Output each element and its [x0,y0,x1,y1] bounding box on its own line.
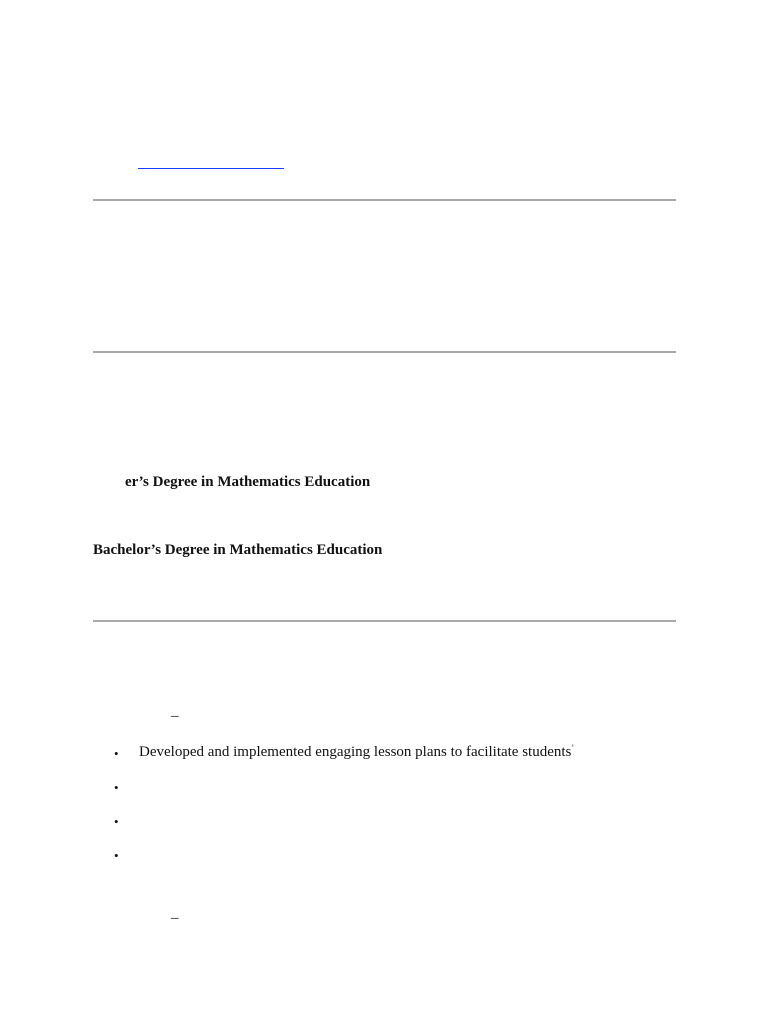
bullet-marker-2: • [114,780,119,795]
section-divider-1 [93,199,676,201]
job-2-dash: – [171,910,179,926]
email-link-underline[interactable] [138,168,284,169]
bachelors-degree-title: Bachelor’s Degree in Mathematics Education [93,542,383,558]
section-divider-2 [93,351,676,353]
masters-degree-title: er’s Degree in Mathematics Education [125,474,371,490]
bullet-item-1 [139,743,574,761]
bullet-item-1-tail: ’ [571,743,575,752]
bullet-item-1-text: Developed and implemented engaging lesson plans to facilitate students [139,744,572,760]
job-1-dash: – [171,708,179,724]
bullet-marker-1: • [114,746,119,761]
bullet-marker-4: • [114,848,119,863]
section-divider-3 [93,620,676,622]
bullet-marker-3: • [114,814,119,829]
